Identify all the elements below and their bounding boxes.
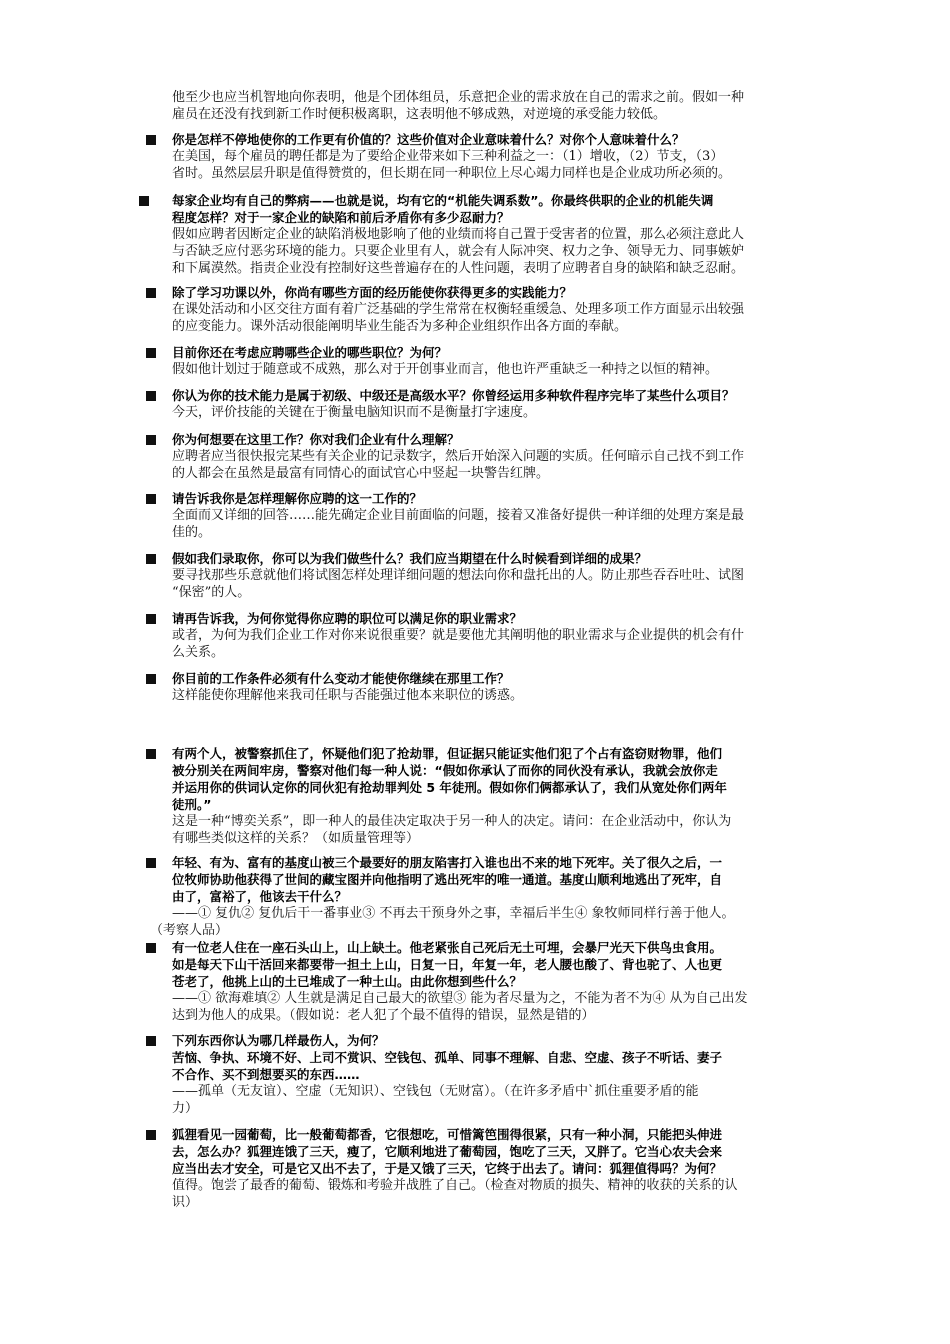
bullet-icon bbox=[146, 391, 156, 401]
answer-text: 这样能使你理解他来我司任职与否能强过他本来职位的诱惑。 bbox=[172, 688, 524, 703]
answer-text: 今天，评价技能的关键在于衡量电脑知识而不是衡量打字速度。 bbox=[172, 405, 537, 420]
answer-text: 全面而又详细的回答……能先确定企业目前面临的问题，接着又准备好提供一种详细的处理方案是最 佳的。 bbox=[172, 508, 745, 540]
bullet-icon bbox=[146, 674, 156, 684]
answer-text: ——① 复仇② 复仇后干一番事业③ 不再去干预身外之事，幸福后半生④ 象牧师同样行善于他人。 bbox=[172, 906, 735, 921]
bullet-icon bbox=[146, 435, 156, 445]
bullet-icon bbox=[146, 1130, 156, 1140]
bullet-icon bbox=[146, 554, 156, 564]
question-text: 你为何想要在这里工作？你对我们企业有什么理解？ bbox=[172, 432, 460, 447]
bullet-icon bbox=[146, 749, 156, 759]
bullet-icon bbox=[146, 494, 156, 504]
bullet-icon bbox=[146, 858, 156, 868]
question-text: 有两个人，被警察抓住了，怀疑他们犯了抢劫罪，但证据只能证实他们犯了个占有盗窃财物罪，他们 被分别关在两间牢房，警察对他们每一种人说：“假如你承认了而你的同伙没有承认，我就会放你走 并运用你的供词认定你的同伙犯有抢劫罪判处 5 年徒刑。假如你们俩都承认了，我们从宽处你们两年 徒刑。” bbox=[172, 746, 727, 812]
question-text: 目前你还在考虑应聘哪些企业的哪些职位？为何？ bbox=[172, 345, 448, 360]
question-text: 年轻、有为、富有的基度山被三个最要好的朋友陷害打入谁也出不来的地下死牢。关了很久之后，一 位牧师协助他获得了世间的藏宝图并向他指明了逃出死牢的唯一通道。基度山顺利地逃出了死牢，自 由了，富裕了，他该去干什么？ bbox=[172, 855, 723, 904]
intro-paragraph bbox=[172, 89, 812, 123]
answer-text: 假如他计划过于随意或不成熟，那么对于开创事业而言，他也许严重缺乏一种持之以恒的精神。 bbox=[172, 362, 719, 377]
question-text: 除了学习功课以外，你尚有哪些方面的经历能使你获得更多的实践能力？ bbox=[172, 285, 573, 300]
question-text: 有一位老人住在一座石头山上，山上缺土。他老紧张自己死后无土可埋，会暴尸光天下供鸟虫食用。 如是每天下山干活回来都要带一担土上山，日复一日，年复一年，老人腰也酸了、背也驼了、人也更 苍老了，他挑上山的土已堆成了一种土山。由此你想到些什么？ bbox=[172, 940, 723, 989]
answer-text: ——① 欲海难填② 人生就是满足自己最大的欲望③ 能为者尽量为之，不能为者不为④ 从为自己出发 达到为他人的成果。（假如说：老人犯了个最不值得的错误，显然是错的） bbox=[172, 991, 748, 1023]
answer-text: 应聘者应当很快报完某些有关企业的记录数字，然后开始深入问题的实质。任何暗示自己找不到工作 的人都会在虽然是最富有同情心的面试官心中竖起一块警告红牌。 bbox=[172, 449, 745, 481]
bullet-icon bbox=[146, 943, 156, 953]
question-text: 你认为你的技术能力是属于初级、中级还是高级水平？你曾经运用多种软件程序完毕了某些什么项目？ bbox=[172, 388, 735, 403]
question-text: 你是怎样不停地使你的工作更有价值的？这些价值对企业意味着什么？对你个人意味着什么？ bbox=[172, 132, 685, 147]
question-text: 每家企业均有自己的弊病——也就是说，均有它的“机能失调系数”。你最终供职的企业的机能失调 程度怎样？对于一家企业的缺陷和前后矛盾你有多少忍耐力？ bbox=[172, 193, 714, 225]
answer-text: 要寻找那些乐意就他们将试图怎样处理详细问题的想法向你和盘托出的人。防止那些吞吞吐吐、试图 “保密”的人。 bbox=[172, 568, 745, 600]
question-text: 假如我们录取你，你可以为我们做些什么？我们应当期望在什么时候看到详细的成果？ bbox=[172, 551, 648, 566]
intro-line: 雇员在还没有找到新工作时便积极离职，这表明他不够成熟，对逆境的承受能力较低。 bbox=[172, 107, 667, 122]
bullet-icon bbox=[146, 288, 156, 298]
question-text: 下列东西你认为哪几样最伤人，为何？ 苦恼、争执、环境不好、上司不赏识、空钱包、孤单、同事不理解、自悲、空虚、孩子不听话、妻子 不合作、买不到想要买的东西…… bbox=[172, 1033, 723, 1082]
answer-text: 假如应聘者因断定企业的缺陷消极地影响了他的业绩而将自己置于受害者的位置，那么必须注意此人 与否缺乏应付恶劣环境的能力。只要企业里有人，就会有人际冲突、权力之争、领导无力、同事嫉妒 和下属漠然。指责企业没有控制好这些普遍存在的人性问题，表明了应聘者自身的缺陷和缺乏忍耐。 bbox=[172, 227, 745, 276]
answer-text: ——孤单（无友谊）、空虚（无知识）、空钱包（无财富）。（在许多矛盾中`抓住重要矛盾的能 力） bbox=[172, 1084, 699, 1116]
intro-line: 他至少也应当机智地向你表明，他是个团体组员，乐意把企业的需求放在自己的需求之前。假如一种 bbox=[172, 90, 745, 105]
question-text: 你目前的工作条件必须有什么变动才能使你继续在那里工作？ bbox=[172, 671, 510, 686]
bullet-icon bbox=[139, 196, 149, 206]
answer-text: 值得。饱尝了最香的葡萄、锻炼和考验并战胜了自己。（检查对物质的损失、精神的收获的关系的认 识） bbox=[172, 1178, 738, 1210]
bullet-icon bbox=[146, 614, 156, 624]
answer-text: 在课处活动和小区交往方面有着广泛基础的学生常常在权衡轻重缓急、处理多项工作方面显示出较强 的应变能力。课外活动很能阐明毕业生能否为多种企业组织作出各方面的奉献。 bbox=[172, 302, 745, 334]
question-text: 请告诉我你是怎样理解你应聘的这一工作的？ bbox=[172, 491, 423, 506]
answer-text: 在美国，每个雇员的聘任都是为了要给企业带来如下三种利益之一：（1）增收，（2）节支，（3） 省时。虽然层层升职是值得赞赏的，但长期在同一种职位上尽心竭力同样也是企业成功所必须的。 bbox=[172, 149, 732, 181]
question-text: 请再告诉我，为何你觉得你应聘的职位可以满足你的职业需求？ bbox=[172, 611, 523, 626]
bullet-icon bbox=[146, 135, 156, 145]
note-text: （考察人品） bbox=[150, 923, 229, 938]
question-text: 狐狸看见一园葡萄，比一般葡萄都香，它很想吃，可惜篱笆围得很紧，只有一种小洞，只能把头伸进 去，怎么办？狐狸连饿了三天，瘦了，它顺利地进了葡萄园，饱吃了三天，又胖了。它当心农夫会来 应当出去才安全，可是它又出不去了，于是又饿了三天，它终于出去了。请问：狐狸值得吗？为何？ bbox=[172, 1127, 723, 1176]
bullet-icon bbox=[146, 1036, 156, 1046]
answer-text: 这是一种“博奕关系”，即一种人的最佳决定取决于另一种人的决定。请问：在企业活动中，你认为 有哪些类似这样的关系？（如质量管理等） bbox=[172, 814, 732, 846]
bullet-icon bbox=[146, 348, 156, 358]
answer-text: 或者，为何为我们企业工作对你来说很重要？就是要他尤其阐明他的职业需求与企业提供的机会有什 么关系。 bbox=[172, 628, 745, 660]
